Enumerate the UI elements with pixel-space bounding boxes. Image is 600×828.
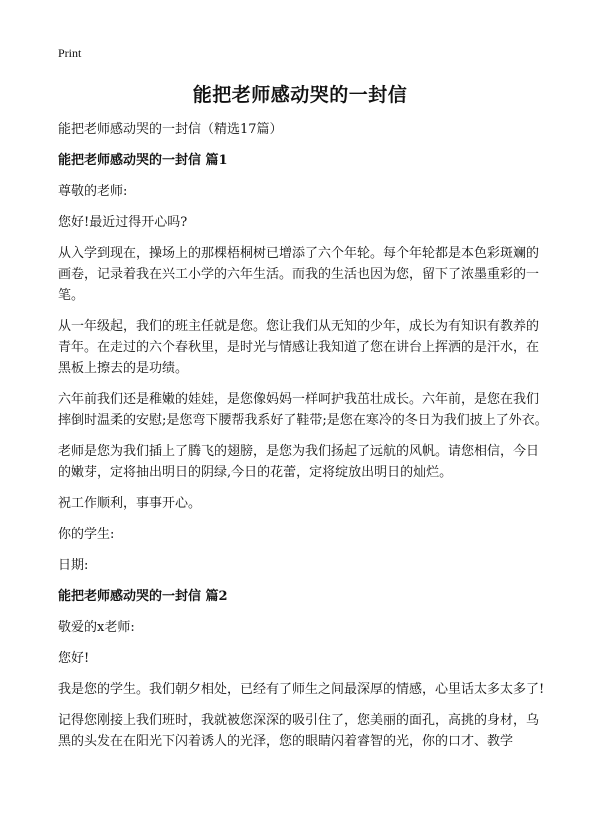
print-link[interactable]: Print — [58, 46, 82, 60]
paragraph: 我是您的学生。我们朝夕相处，已经有了师生之间最深厚的情感，心里话太多太多了! — [58, 682, 545, 697]
section-heading: 能把老师感动哭的一封信 篇2 — [58, 589, 228, 604]
paragraph: 尊敬的老师: — [58, 184, 128, 199]
document-subtitle: 能把老师感动哭的一封信（精选17篇） — [58, 122, 283, 137]
document-body — [58, 119, 548, 762]
paragraph: 您好! — [58, 651, 90, 666]
paragraph: 您好!最近过得开心吗? — [58, 215, 188, 230]
paragraph: 从入学到现在，操场上的那棵梧桐树已增添了六个年轮。每个年轮都是本色彩斑斓的画卷，记录着我在兴工小学的六年生活。而我的生活也因为您，留下了浓墨重彩的一笔。 — [58, 246, 540, 303]
paragraph: 日期: — [58, 558, 89, 573]
document-title: 能把老师感动哭的一封信 — [192, 84, 408, 106]
paragraph: 六年前我们还是稚嫩的娃娃，是您像妈妈一样呵护我茁壮成长。六年前，是您在我们摔倒时温柔的安慰;是您弯下腰帮我系好了鞋带;是您在寒冷的冬日为我们披上了外衣。 — [58, 392, 548, 428]
paragraph: 记得您刚接上我们班时，我就被您深深的吸引住了，您美丽的面孔，高挑的身材，乌黑的头发在在阳光下闪着诱人的光泽，您的眼睛闪着睿智的光，你的口才、教学 — [58, 713, 540, 749]
paragraph: 从一年级起，我们的班主任就是您。您让我们从无知的少年，成长为有知识有教养的青年。在走过的六个春秋里，是时光与情感让我知道了您在讲台上挥洒的是汗水，在黑板上擦去的是功绩。 — [58, 319, 540, 376]
paragraph: 敬爱的x老师: — [58, 620, 135, 635]
letter-section-2 — [58, 586, 548, 752]
paragraph: 祝工作顺利，事事开心。 — [58, 496, 202, 511]
section-heading: 能把老师感动哭的一封信 篇1 — [58, 153, 228, 168]
letter-section-1 — [58, 150, 548, 576]
paragraph: 老师是您为我们插上了腾飞的翅膀，是您为我们扬起了远航的风帆。请您相信，今日的嫩芽，定将抽出明日的阴绿,今日的花蕾，定将绽放出明日的灿烂。 — [58, 444, 540, 480]
paragraph: 你的学生: — [58, 527, 115, 542]
